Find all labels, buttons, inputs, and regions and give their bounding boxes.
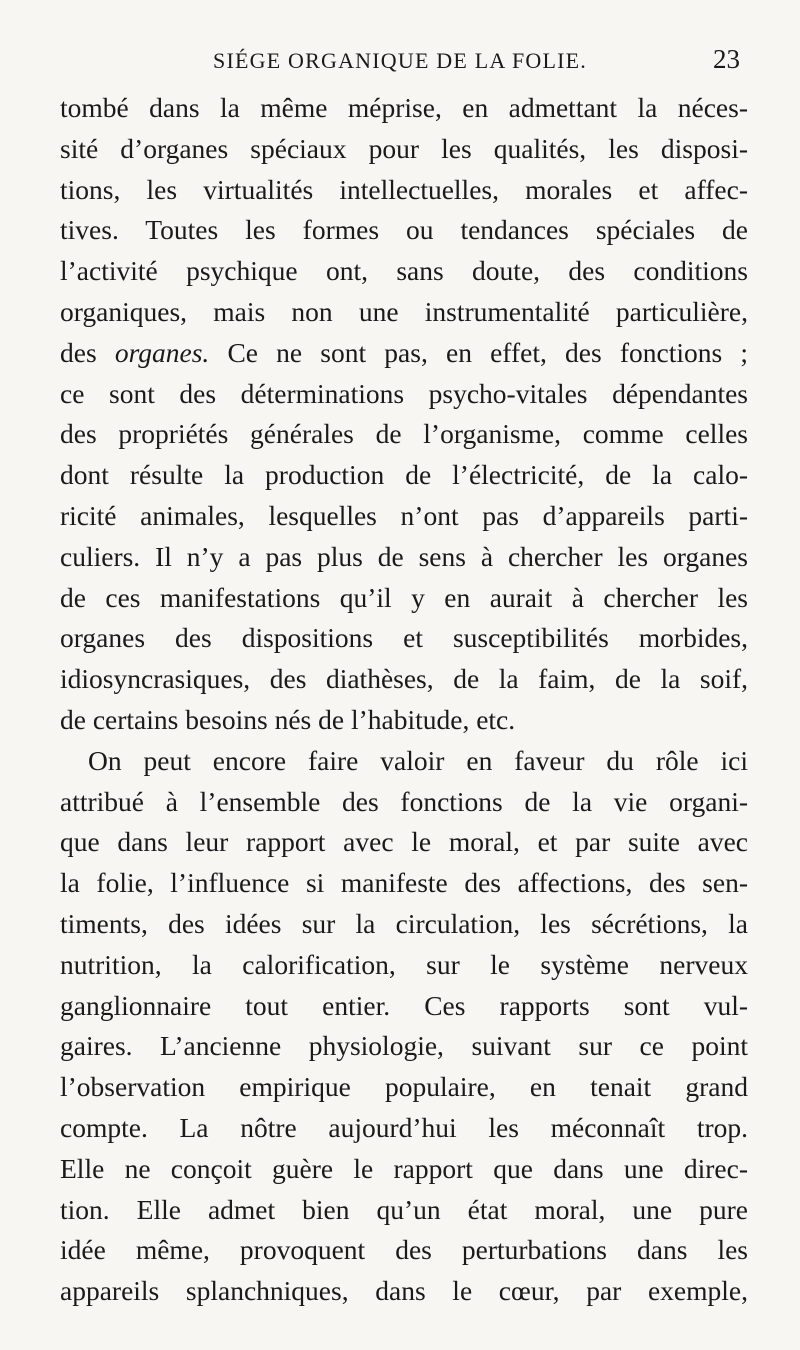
body-text bbox=[60, 88, 748, 1312]
text-line: idiosyncrasiques, des diathèses, de la faim, de la soif, bbox=[60, 663, 748, 695]
text-line: tion. Elle admet bien qu’un état moral, une pure bbox=[60, 1193, 748, 1225]
text-line: Elle ne conçoit guère le rapport que dans une direc- bbox=[60, 1152, 748, 1184]
text-run: des bbox=[60, 336, 115, 368]
text-line: tombé dans la même méprise, en admettant la néces- bbox=[60, 92, 748, 123]
text-line: la folie, l’influence si manifeste des affections, des sen- bbox=[60, 867, 748, 899]
page-number: 23 bbox=[713, 44, 740, 74]
text-line: timents, des idées sur la circulation, les sécrétions, la bbox=[60, 907, 748, 939]
italic-word: organes. bbox=[114, 336, 210, 368]
text-line: ce sont des déterminations psycho-vitales dépendantes bbox=[60, 377, 748, 409]
text-line: attribué à l’ensemble des fonctions de la vie organi- bbox=[60, 785, 748, 817]
text-line: l’activité psychique ont, sans doute, des conditions bbox=[60, 255, 748, 287]
text-line: sité d’organes spéciaux pour les qualités, les disposi- bbox=[60, 132, 748, 164]
running-header bbox=[60, 44, 740, 80]
text-line bbox=[60, 333, 748, 374]
text-line: ricité animales, lesquelles n’ont pas d’appareils parti- bbox=[60, 499, 748, 531]
text-line: de ces manifestations qu’il y en aurait à chercher les bbox=[60, 581, 748, 613]
text-line: tions, les virtualités intellectuelles, morales et affec- bbox=[60, 173, 748, 205]
text-line: idée même, provoquent des perturbations dans les bbox=[60, 1234, 748, 1266]
text-line: que dans leur rapport avec le moral, et par suite avec bbox=[60, 826, 748, 858]
text-run: Ce ne sont pas, en effet, des fonctions ; bbox=[209, 336, 748, 368]
text-line: culiers. Il n’y a pas plus de sens à chercher les organes bbox=[60, 540, 748, 572]
text-line: gaires. L’ancienne physiologie, suivant sur ce point bbox=[60, 1030, 748, 1062]
text-line: appareils splanchniques, dans le cœur, par exemple, bbox=[60, 1275, 748, 1307]
text-line: tives. Toutes les formes ou tendances spéciales de bbox=[60, 214, 748, 246]
text-line: dont résulte la production de l’électricité, de la calo- bbox=[60, 459, 748, 491]
text-line: des propriétés générales de l’organisme, comme celles bbox=[60, 418, 748, 450]
text-line: de certains besoins nés de l’habitude, etc. bbox=[60, 703, 516, 735]
text-line: compte. La nôtre aujourd’hui les méconnaît trop. bbox=[60, 1111, 748, 1143]
paragraph-first-line: On peut encore faire valoir en faveur du rôle ici bbox=[88, 744, 748, 776]
text-line: ganglionnaire tout entier. Ces rapports sont vul- bbox=[60, 989, 748, 1021]
running-title: SIÉGE ORGANIQUE DE LA FOLIE. bbox=[213, 48, 587, 73]
text-line: organes des dispositions et susceptibilités morbides, bbox=[60, 622, 748, 654]
text-line: l’observation empirique populaire, en tenait grand bbox=[60, 1071, 748, 1103]
text-line: nutrition, la calorification, sur le système nerveux bbox=[60, 948, 748, 980]
text-line: organiques, mais non une instrumentalité particulière, bbox=[60, 295, 748, 327]
